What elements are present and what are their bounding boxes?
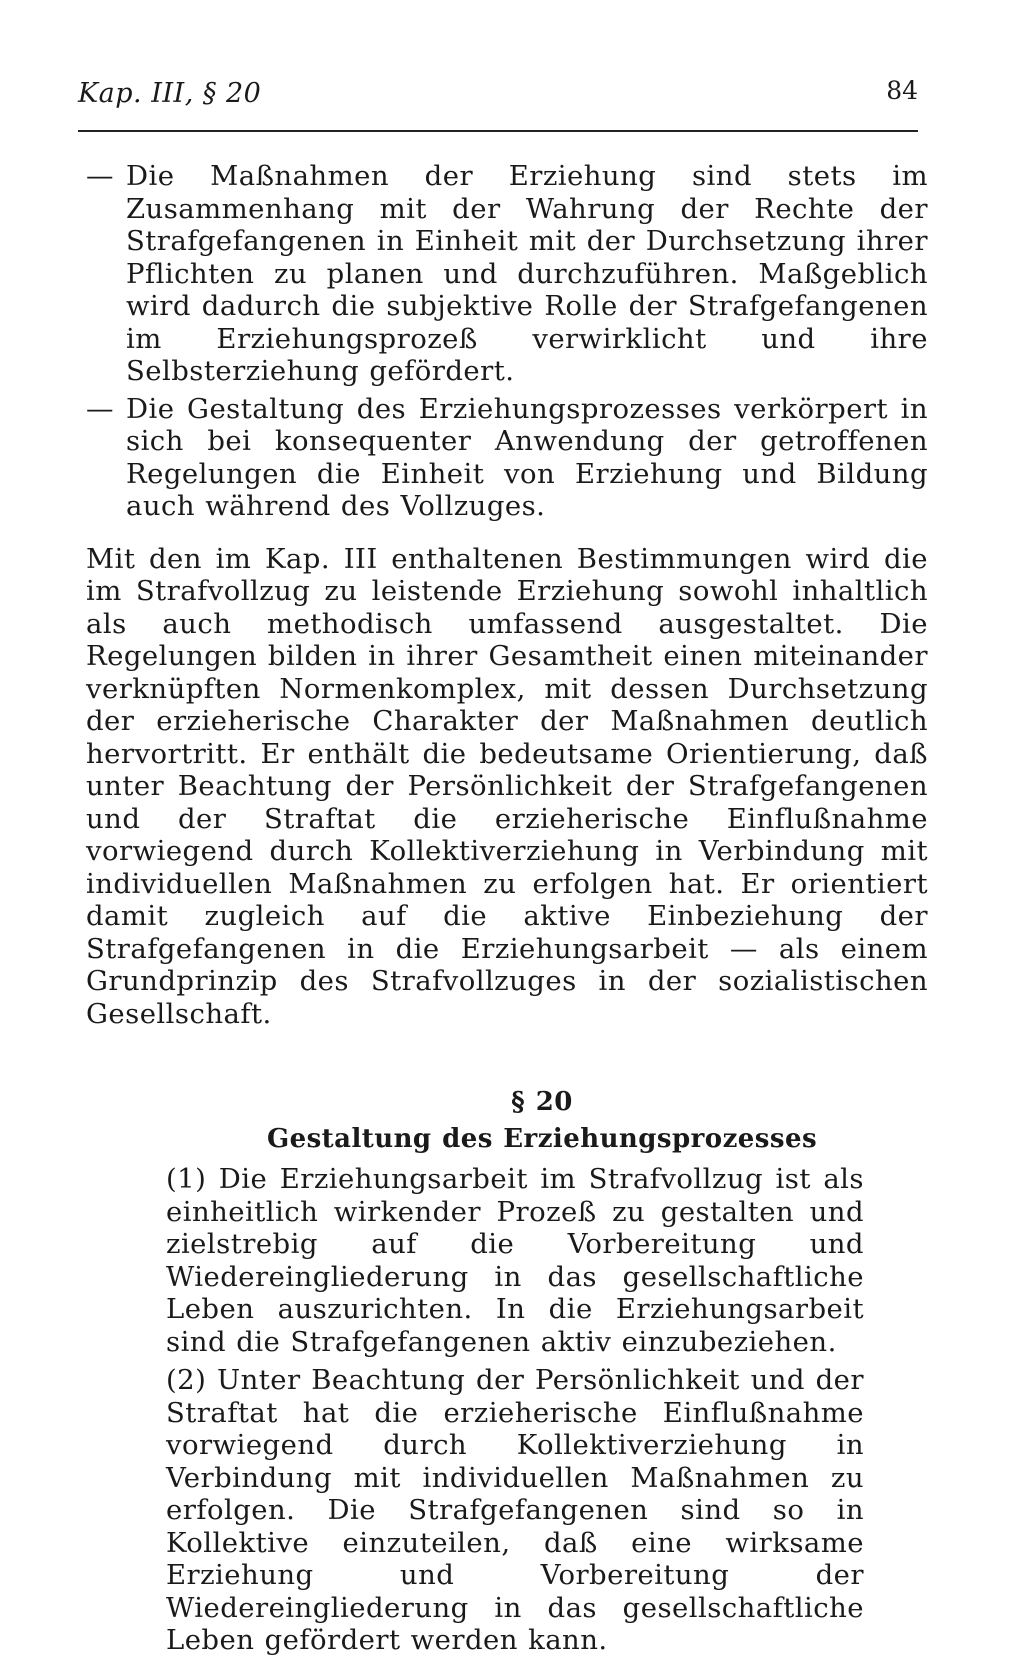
section-title: Gestaltung des Erziehungsprozesses bbox=[266, 1123, 818, 1154]
dash-item-text: Die Gestaltung des Erziehungsprozesses verkörpert in sich bei konsequenter Anwendung der getroffenen Regelungen die Einheit von Erziehung und Bildung auch während des Vollzuges. bbox=[126, 392, 928, 522]
dash-item-text: Die Maßnahmen der Erziehung sind stets im Zusammenhang mit der Wahrung der Rechte der Strafgefangenen in Einheit mit der Durchsetzung ihrer Pflichten zu planen und durchzuführen. Maßgeblich wird dadurch die subjektive Rolle der Strafgefangenen im Erziehungsprozeß verwirklicht und ihre Selbsterziehung gefördert. bbox=[126, 160, 928, 387]
dash-marker: — bbox=[86, 160, 114, 192]
dash-marker: — bbox=[86, 392, 114, 425]
page-number: 84 bbox=[886, 76, 918, 105]
header-divider bbox=[78, 130, 918, 132]
summary-paragraph: Mit den im Kap. III enthaltenen Bestimmungen wird die im Strafvollzug zu leistende Erziehung sowohl inhaltlich als auch methodisch umfassend ausgestaltet. Die Regelungen bilden in ihrer Gesamtheit einen miteinander verknüpften Normenkomplex, mit dessen Durchsetzung der erzieherische Charakter der Maßnahmen deutlich hervortritt. Er enthält die bedeutsame Orientierung, daß unter Beachtung der Persönlichkeit der Strafgefangenen und der Straftat die erzieherische Einflußnahme vorwiegend durch Kollektiverziehung in Verbindung mit individuellen Maßnahmen zu erfolgen hat. Er orientiert damit zugleich auf die aktive Einbeziehung der Strafgefangenen in die Erziehungsarbeit — als einem Grundprinzip des Strafvollzuges in der sozialistischen Gesellschaft. bbox=[86, 542, 928, 1030]
chapter-reference: Kap. III, § 20 bbox=[78, 78, 262, 109]
dash-list-item bbox=[86, 160, 928, 388]
section-number: § 20 bbox=[511, 1087, 573, 1117]
dash-list-item bbox=[86, 393, 928, 523]
section-paragraph-2: (2) Unter Beachtung der Persönlichkeit und der Straftat hat die erzieherische Einflußnahme vorwiegend durch Kollektiverziehung in Verbindung mit individuellen Maßnahmen zu erfolgen. Die Strafgefangenen sind so in Kollektive einzuteilen, daß eine wirksame Erziehung und Vorbereitung der Wiedereingliederung in das gesellschaftliche Leben gefördert werden kann. bbox=[166, 1364, 864, 1656]
page-header bbox=[78, 78, 918, 118]
page-body bbox=[86, 160, 928, 1663]
section-paragraph-1: (1) Die Erziehungsarbeit im Strafvollzug ist als einheitlich wirkender Prozeß zu gestalten und zielstrebig auf die Vorbereitung und Wiedereingliederung in das gesellschaftliche Leben auszurichten. In die Erziehungsarbeit sind die Strafgefangenen aktiv einzubeziehen. bbox=[166, 1163, 864, 1358]
